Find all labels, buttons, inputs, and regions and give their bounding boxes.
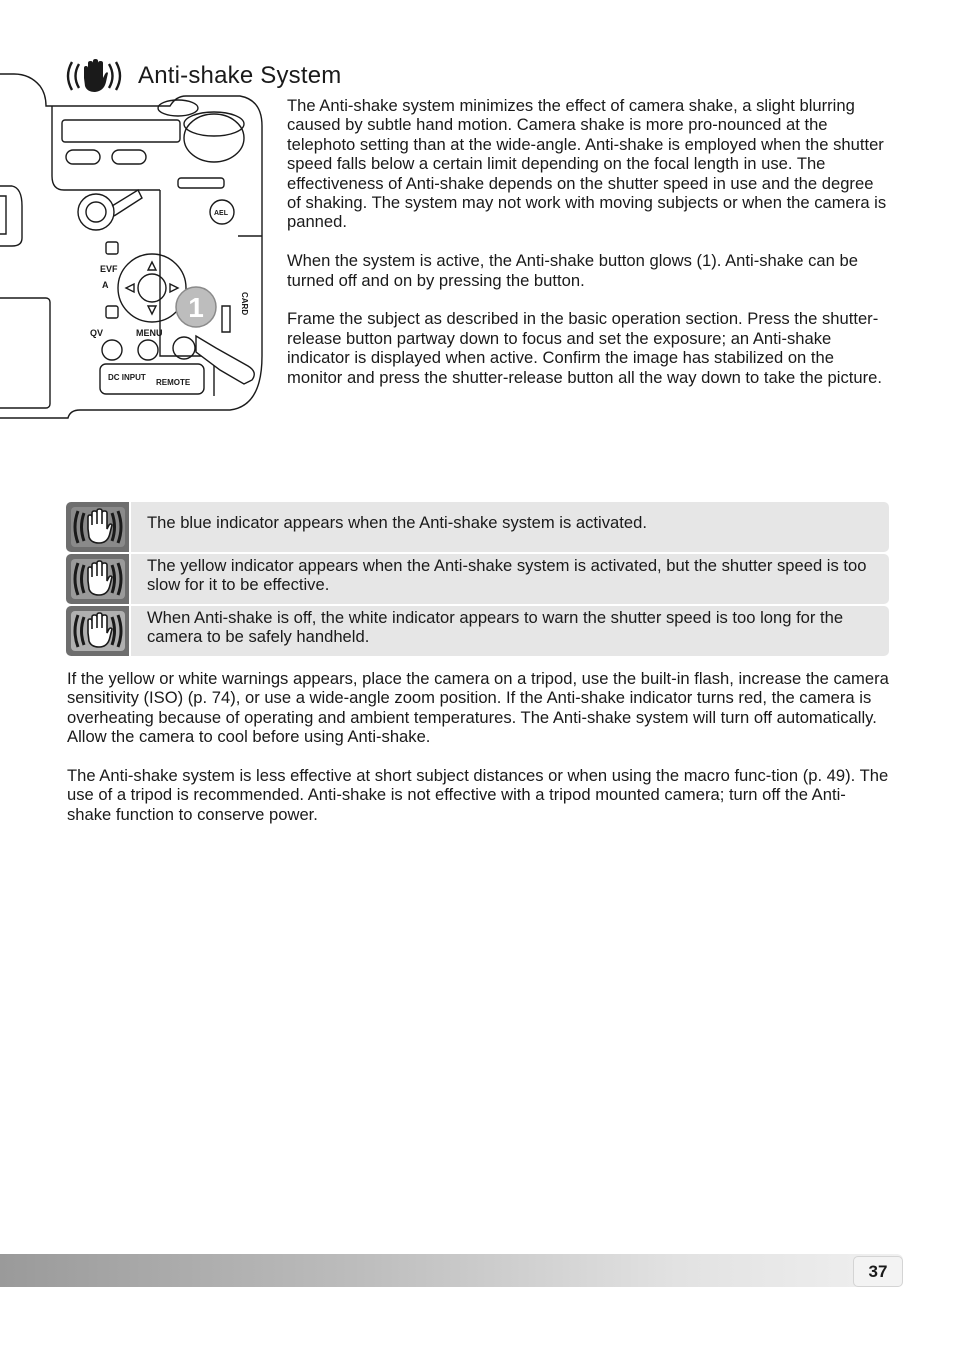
intro-text [287, 96, 887, 406]
label-evf: EVF [100, 264, 118, 274]
label-card: CARD [240, 292, 249, 316]
intro-paragraph: Frame the subject as described in the basic operation section. Press the shutter-release button partway down to focus and set the exposure; an Anti-shake indicator is displayed when active. Confirm the image has stabilized on the monitor and press the shutter-release button all the way down to take the picture. [287, 309, 882, 387]
body-paragraph: If the yellow or white warnings appears, place the camera on a tripod, use the built-in flash, increase the camera sensitivity (ISO) (p. 74), or use a wide-angle zoom position. If the Anti-shake indicator turns red, the camera is overheating because of operating and ambient temperatures. The Anti-shake system will turn off automatically. Allow the camera to cool before using Anti-shake. [67, 669, 889, 747]
label-a: A [102, 280, 109, 290]
white-anti-shake-indicator-icon [69, 609, 127, 653]
page-title: Anti-shake System [138, 62, 342, 89]
intro-paragraph: When the system is active, the Anti-shake button glows (1). Anti-shake can be turned off and on by pressing the button. [287, 251, 858, 290]
blue-anti-shake-indicator-icon [69, 505, 127, 549]
page-number-tab [853, 1256, 903, 1287]
indicator-text: The blue indicator appears when the Anti-shake system is activated. [131, 502, 889, 552]
indicator-text: When Anti-shake is off, the white indicator appears to warn the shutter speed is too long for the camera to be safely handheld. [131, 606, 889, 656]
body-paragraph: The Anti-shake system is less effective at short subject distances or when using the macro func-tion (p. 49). The use of a tripod is recommended. Anti-shake is not effective with a tripod mounted camera; turn off the Anti-shake function to conserve power. [67, 766, 889, 824]
page-number: 37 [868, 1262, 888, 1281]
label-remote: REMOTE [156, 378, 191, 387]
camera-back-illustration [0, 66, 270, 422]
intro-paragraph: The Anti-shake system minimizes the effect of camera shake, a slight blurring caused by subtle hand motion. Camera shake is more pro-nounced at the telephoto setting than at the wide-angle. Anti-shake is employed when the shutter speed falls below a certain limit depending on the focal length in use. The effectiveness of Anti-shake depends on the shutter speed in use and the degree of shaking. The system may not work with moving subjects or when the camera is panned. [287, 96, 887, 232]
body-text [67, 669, 889, 844]
pointing-finger-icon [196, 336, 254, 384]
indicator-row-blue [66, 502, 889, 552]
footer-bar [0, 1254, 903, 1287]
indicator-row-white [66, 606, 889, 656]
label-menu: MENU [136, 328, 163, 338]
indicator-text: The yellow indicator appears when the Anti-shake system is activated, but the shutter speed is too slow for it to be effective. [131, 554, 889, 604]
label-qv: QV [90, 328, 104, 338]
label-ael: AEL [214, 210, 228, 217]
yellow-anti-shake-indicator-icon [69, 557, 127, 601]
label-dc-input: DC INPUT [108, 373, 146, 382]
callout-number: 1 [188, 292, 204, 323]
indicator-row-yellow [66, 554, 889, 604]
indicator-table [66, 502, 889, 658]
